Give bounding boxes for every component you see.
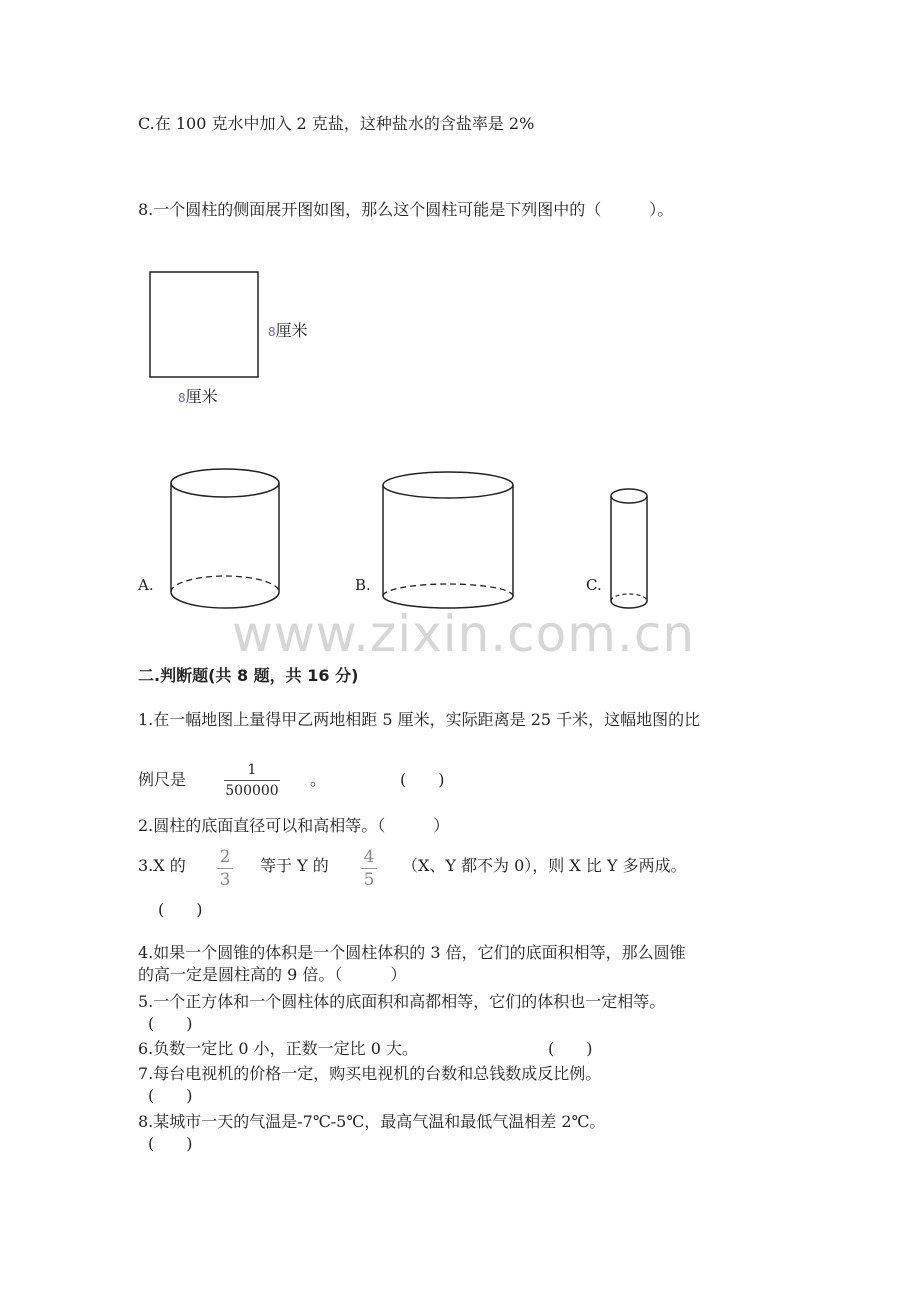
judge-q1-answer-paren[interactable]: ( ) xyxy=(400,770,445,789)
judge-q6-answer-paren[interactable]: ( ) xyxy=(548,1039,593,1058)
cylinder-c xyxy=(611,489,647,608)
q8-figures xyxy=(0,0,920,640)
scale-fraction-numerator: 1 xyxy=(247,762,257,778)
q3-fraction-2 xyxy=(361,848,377,889)
judge-q6: 6.负数一定比 0 小，正数一定比 0 大。 xyxy=(138,1039,418,1058)
judge-q5: 5.一个正方体和一个圆柱体的底面积和高都相等，它们的体积也一定相等。 xyxy=(138,992,666,1011)
option-b-label: B. xyxy=(355,576,371,594)
square-side-num: 8 xyxy=(268,325,276,339)
judge-q3-mid: 等于 Y 的 xyxy=(260,856,329,875)
judge-q3-prefix: 3.X 的 xyxy=(138,856,186,875)
watermark: www.zixin.com.cn xyxy=(232,605,696,663)
cylinder-a xyxy=(171,469,279,608)
option-c-label: C. xyxy=(586,576,602,594)
judge-q3-answer-paren[interactable]: ( ) xyxy=(158,900,203,919)
square-bottom-unit: 厘米 xyxy=(185,387,218,406)
judge-q5-answer-paren[interactable]: ( ) xyxy=(148,1014,193,1033)
q3-fraction-2-numerator: 4 xyxy=(363,847,375,867)
q3-fraction-1 xyxy=(217,848,233,889)
judge-q3-suffix: （X、Y 都不为 0），则 X 比 Y 多两成。 xyxy=(402,856,687,875)
square-side-label xyxy=(268,318,308,341)
fraction-bar xyxy=(361,868,377,869)
judge-q8: 8.某城市一天的气温是-7℃-5℃，最高气温和最低气温相差 2℃。 xyxy=(138,1112,606,1131)
section-title: 二.判断题(共 8 题，共 16 分) xyxy=(138,666,359,685)
judge-q8-answer-paren[interactable]: ( ) xyxy=(148,1134,193,1153)
lateral-square xyxy=(150,272,258,377)
judge-q1-prefix: 例尺是 xyxy=(138,770,187,789)
judge-q7-answer-paren[interactable]: ( ) xyxy=(148,1086,193,1105)
square-bottom-label xyxy=(178,384,218,407)
fraction-bar xyxy=(217,868,233,869)
q8-stem: 8.一个圆柱的侧面展开图如图，那么这个圆柱可能是下列图中的（ ）。 xyxy=(138,200,674,219)
judge-q2: 2.圆柱的底面直径可以和高相等。（ ） xyxy=(138,816,450,835)
square-bottom-num: 8 xyxy=(178,391,186,405)
q3-fraction-1-numerator: 2 xyxy=(219,847,231,867)
cylinder-b xyxy=(383,472,513,608)
fraction-bar xyxy=(224,780,280,781)
option-a-label: A. xyxy=(138,576,154,594)
scale-fraction-denominator: 500000 xyxy=(225,783,279,799)
square-side-unit: 厘米 xyxy=(275,321,308,340)
judge-q1-suffix: 。 xyxy=(310,770,327,789)
judge-q4-line1: 4.如果一个圆锥的体积是一个圆柱体积的 3 倍，它们的底面积相等，那么圆锥 xyxy=(138,943,686,962)
scale-fraction xyxy=(224,762,280,799)
q3-fraction-2-denominator: 5 xyxy=(363,870,375,890)
judge-q7: 7.每台电视机的价格一定，购买电视机的台数和总钱数成反比例。 xyxy=(138,1064,602,1083)
q3-fraction-1-denominator: 3 xyxy=(219,870,231,890)
judge-q1-line1: 1.在一幅地图上量得甲乙两地相距 5 厘米，实际距离是 25 千米，这幅地图的比 xyxy=(138,710,701,729)
judge-q4-line2: 的高一定是圆柱高的 9 倍。（ ） xyxy=(138,965,407,984)
q7-option-c: C.在 100 克水中加入 2 克盐，这种盐水的含盐率是 2% xyxy=(138,114,535,133)
